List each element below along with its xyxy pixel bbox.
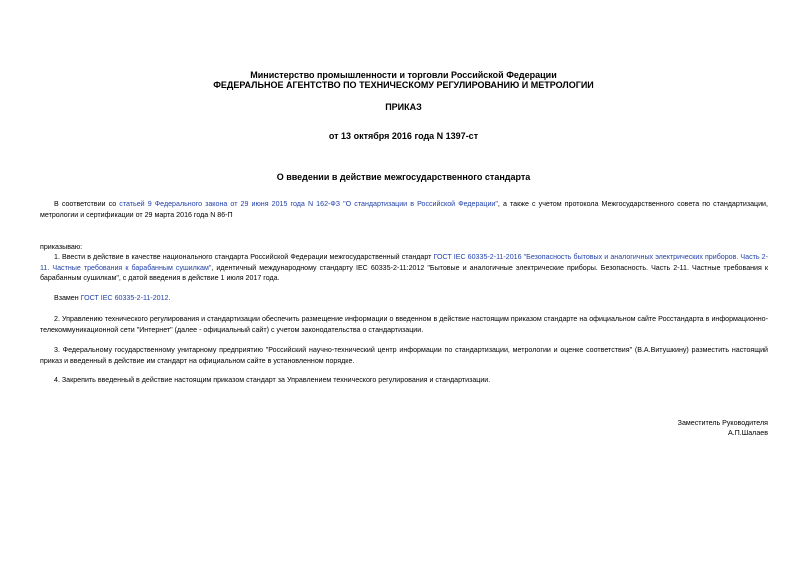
gost-2016-link[interactable]: ГОСТ IEC 60335-2-11-2016 "Безопасность бытовых и аналогичных электрических приборов. Часть 2-11. Частные требования к барабанным сушилкам" [40,253,768,272]
replaced-text: Взамен [54,294,81,302]
gost-2012-link[interactable]: ГОСТ IEC 60335-2-11-2012 [80,294,169,302]
federal-law-link[interactable]: статьей 9 Федерального закона от 29 июня 2015 года N 162-ФЗ "О стандартизации в Российской Федерации" [119,200,498,208]
replaced-paragraph [40,293,768,304]
document-date-number: от 13 октября 2016 года N 1397-ст [328,131,479,141]
item-3-text: 3. Федеральному государственному унитарному предприятию "Российский научно-технический центр информации по стандартизации, метрологии и оценке соответствия" (В.А.Витушкину) разместить настоящий приказ и введенный в действие им стандарт на официальном сайте в установленном порядке. [40,346,768,365]
item-2-paragraph [40,314,768,335]
item-4-paragraph [40,375,768,386]
preamble-text-cont: , а также с учетом протокола Межгосударственного совета по стандартизации, метрологии и сертификации от 29 марта 2016 года N 86-П [40,200,768,219]
signature-position: Заместитель Руководителя [677,419,768,427]
signature-name: А.П.Шалаев [727,429,768,437]
item-1-text: 1. Ввести в действие в качестве национального стандарта Российской Федерации межгосударственный стандарт [54,253,434,261]
agency-name: ФЕДЕРАЛЬНОЕ АГЕНТСТВО ПО ТЕХНИЧЕСКОМУ РЕГУЛИРОВАНИЮ И МЕТРОЛОГИИ [213,80,594,90]
document-subject: О введении в действие межгосударственного стандарта [276,172,531,182]
item-1-text-cont: , идентичный международному стандарту IEC 60335-2-11:2012 "Бытовые и аналогичные электрические приборы. Безопасность. Часть 2-11. Частные требования к барабанным сушилкам", с датой введения в действие 1 июля 2017 года. [40,263,769,282]
item-3-paragraph [40,345,768,366]
preamble-text: В соответствии со [54,200,120,208]
preamble-paragraph [40,199,768,220]
item-2-text: 2. Управлению технического регулирования и стандартизации обеспечить размещение информации о введенном в действие настоящим приказом стандарте на официальном сайте Росстандарта в информационно-телекоммуникационной сети "Интернет" (далее - официальный сайт) с учетом законодательства о стандартизации. [40,315,768,334]
item-1-paragraph [40,252,768,284]
document-type: ПРИКАЗ [385,102,422,112]
ministry-name: Министерство промышленности и торговли Российской Федерации [250,70,557,80]
item-4-text: 4. Закрепить введенный в действие настоящим приказом стандарт за Управлением технического регулирования и стандартизации. [54,376,491,384]
orders-label: приказываю: [40,243,83,251]
replaced-period: . [168,294,171,302]
